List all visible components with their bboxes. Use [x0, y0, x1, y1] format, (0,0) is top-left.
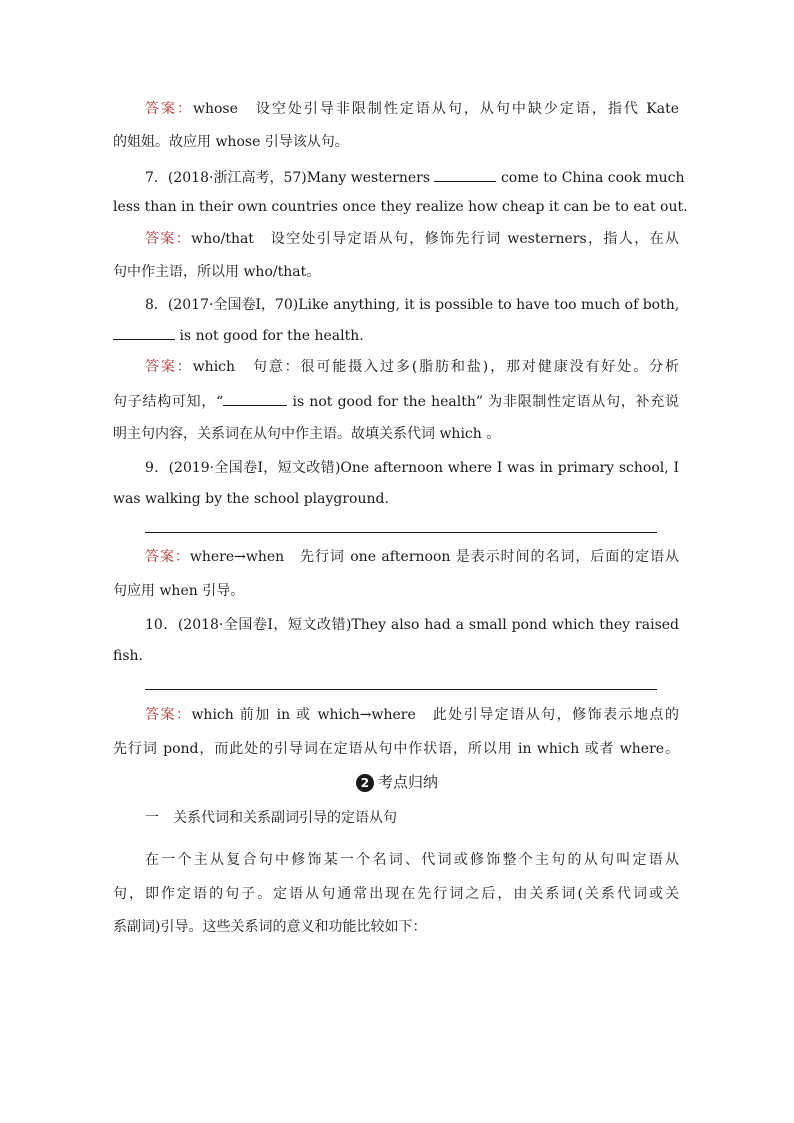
q9-answer-line1 [145, 547, 679, 567]
section-title [0, 772, 794, 792]
q10-answer-line1 [145, 705, 679, 725]
q9-question-line1: 9．(2019·全国卷Ⅰ，短文改错)One afternoon where I was in primary school, I [145, 460, 679, 476]
q8-answer-line1 [145, 357, 679, 377]
q6-answer-line1 [145, 99, 679, 119]
q7-question-line2: less than in their own countries once they realize how cheap it can be to eat out. [113, 199, 688, 215]
section-number-badge: 2 [356, 774, 374, 792]
answer-label: 答案： [145, 359, 193, 375]
subsection-heading: 一 关系代词和关系副词引导的定语从句 [145, 810, 397, 826]
q7-prefix: 7．(2018·浙江高考，57)Many westerners [145, 170, 431, 186]
q9-answer-text: where→when 先行词 one afternoon 是表示时间的名词，后面的定语从 [189, 549, 680, 565]
q8-answer-text: which 句意：很可能摄入过多(脂肪和盐)，那对健康没有好处。分析 [192, 359, 680, 375]
answer-label: 答案： [145, 101, 193, 117]
answer-label: 答案： [145, 231, 192, 247]
q8-answer-line2-prefix: 句子结构可知，“ [113, 394, 224, 410]
q10-answer-rule [145, 689, 657, 690]
q8-answer-blank [223, 391, 287, 406]
q9-answer-line2: 句应用 when 引导。 [113, 583, 245, 599]
q8-question-line1: 8．(2017·全国卷Ⅰ，70)Like anything, it is possible to have too much of both, [145, 297, 680, 313]
q8-answer-line3: 明主句内容，关系词在从句中作主语。故填关系代词 which 。 [113, 426, 501, 442]
paragraph-line2: 句，即作定语的句子。定语从句通常出现在先行词之后，由关系词(关系代词或关 [113, 886, 679, 902]
q8-answer-line2 [113, 391, 679, 411]
q10-answer-text: which 前加 in 或 which→where 此处引导定语从句，修饰表示地点的 [191, 707, 679, 723]
section-title-text: 考点归纳 [377, 773, 438, 791]
paragraph-line3: 系副词)引导。这些关系词的意义和功能比较如下： [113, 919, 427, 935]
q10-question-line1: 10．(2018·全国卷Ⅰ，短文改错)They also had a small pond which they raised [145, 617, 679, 633]
q7-answer-text: who/that 设空处引导定语从句，修饰先行词 westerners，指人，在从 [191, 231, 679, 247]
q8-answer-line2-suffix: is not good for the health” 为非限制性定语从句，补充说 [292, 394, 679, 410]
q9-answer-rule [145, 532, 657, 533]
paragraph-line1: 在一个主从复合句中修饰某一个名词、代词或修饰整个主句的从句叫定语从 [145, 852, 679, 868]
q9-question-line2: was walking by the school playground. [113, 491, 389, 507]
q6-answer-line2: 的姐姐。故应用 whose 引导该从句。 [113, 134, 349, 150]
q10-answer-line2: 先行词 pond，而此处的引导词在定语从句中作状语，所以用 in which 或者 where。 [113, 741, 679, 757]
q7-question-line1 [145, 167, 685, 187]
q8-blank [113, 325, 175, 340]
q7-answer-line2: 句中作主语，所以用 who/that。 [113, 264, 321, 280]
q7-suffix: come to China cook much [500, 170, 685, 186]
q8-question-line2 [113, 325, 679, 345]
q8-line2-text: is not good for the health. [179, 328, 364, 344]
q7-answer-line1 [145, 229, 679, 249]
answer-label: 答案： [145, 707, 192, 723]
q7-blank [434, 167, 496, 182]
q6-answer-text: whose 设空处引导非限制性定语从句，从句中缺少定语，指代 Kate [193, 101, 679, 117]
answer-label: 答案： [145, 549, 190, 565]
q10-question-line2: fish. [113, 648, 143, 664]
